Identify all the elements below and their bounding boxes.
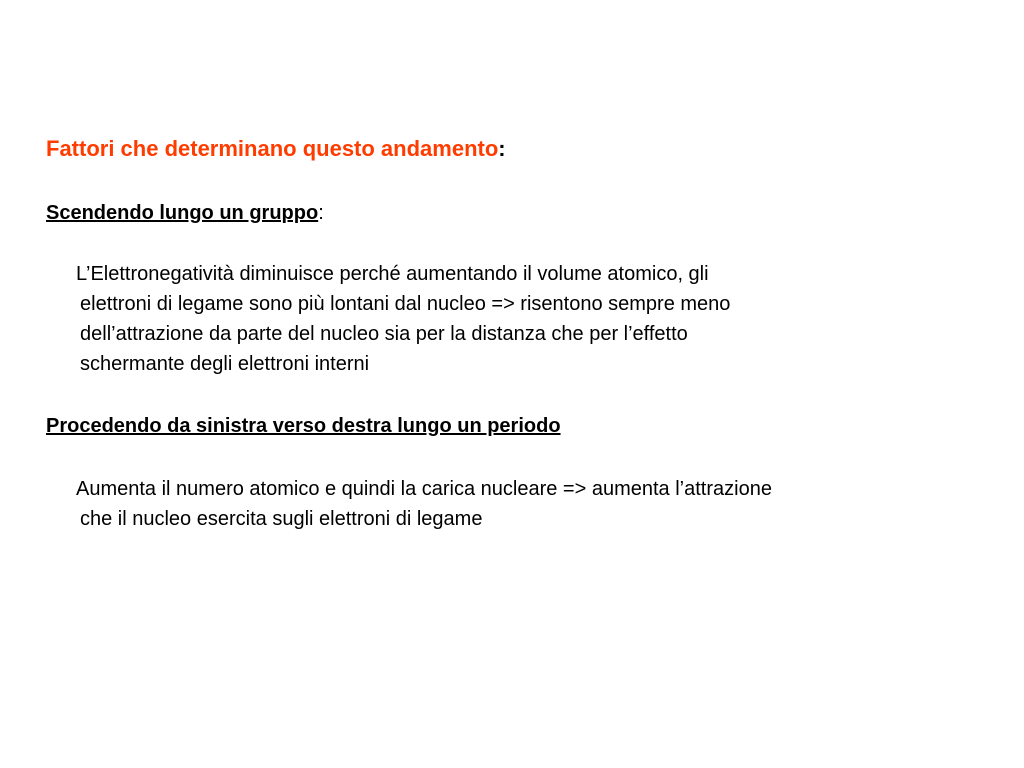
paragraph-line: dell’attrazione da parte del nucleo sia per la distanza che per l’effetto (80, 323, 688, 345)
paragraph-period (76, 474, 994, 534)
paragraph-line: elettroni di legame sono più lontani dal nucleo => risentono sempre meno (80, 293, 731, 315)
paragraph-line: L’Elettronegatività diminuisce perché aumentando il volume atomico, gli (76, 263, 709, 285)
section-heading-group (46, 199, 324, 227)
section-heading-period-text: Procedendo da sinistra verso destra lungo un periodo (46, 415, 561, 437)
slide-title-text: Fattori che determinano questo andamento (46, 136, 499, 161)
slide-title-colon: : (498, 136, 506, 161)
section-heading-group-colon: : (318, 202, 324, 224)
paragraph-group (76, 259, 994, 379)
section-heading-period (46, 412, 561, 440)
paragraph-line: che il nucleo esercita sugli elettroni di legame (80, 508, 483, 530)
slide-title (46, 134, 506, 164)
paragraph-line: schermante degli elettroni interni (80, 353, 370, 375)
paragraph-line: Aumenta il numero atomico e quindi la carica nucleare => aumenta l’attrazione (76, 478, 772, 500)
section-heading-group-text: Scendendo lungo un gruppo (46, 202, 319, 224)
